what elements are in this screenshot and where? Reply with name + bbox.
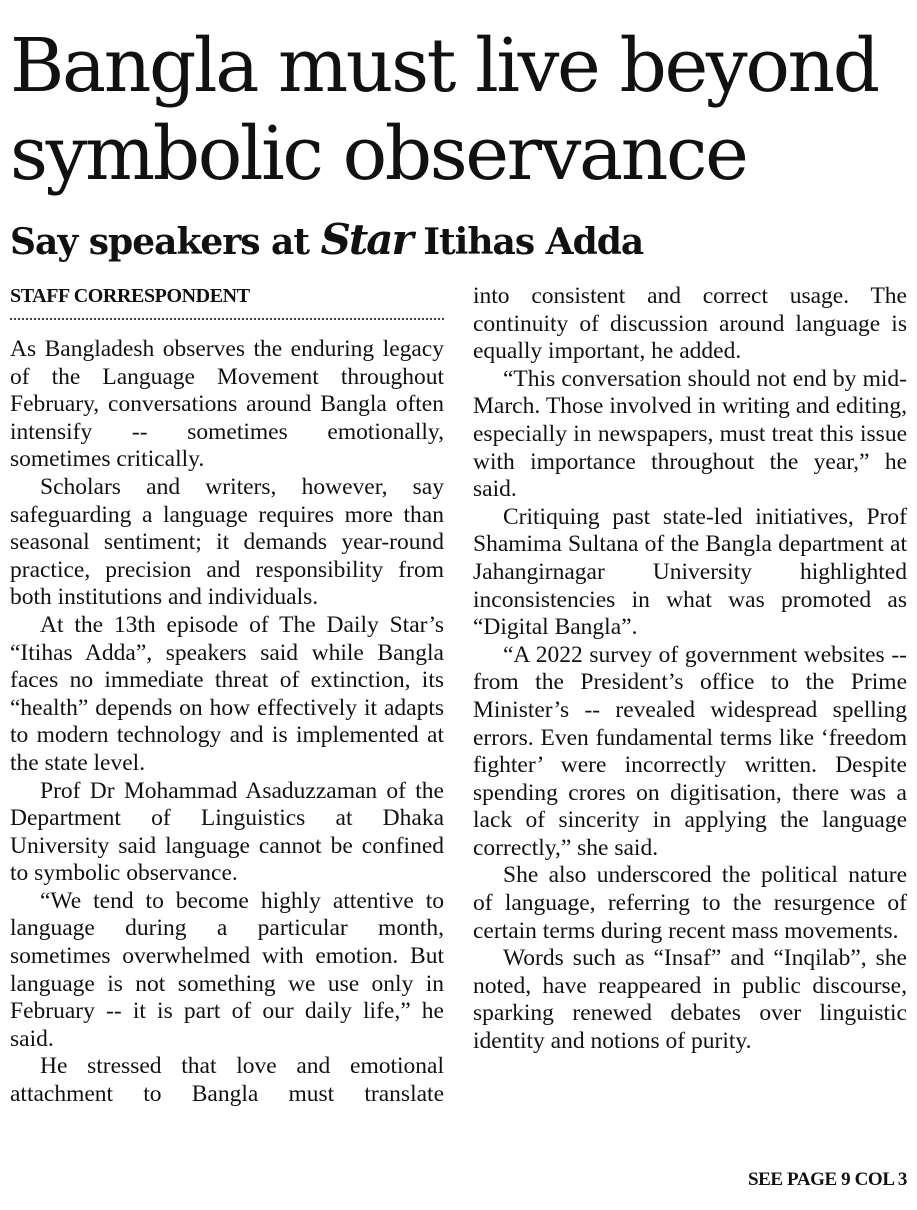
continuation-note: SEE PAGE 9 COL 3: [747, 1169, 907, 1190]
subheadline-event: Itihas Adda: [423, 221, 644, 263]
paragraph: She also underscored the political nature of language, referring to the resurgence of certain terms during recent mass movements.: [473, 862, 907, 944]
article-column-right: [473, 283, 907, 1056]
paragraph: Prof Dr Mohammad Asaduzzaman of the Department of Linguistics at Dhaka University said language cannot be confined to symbolic observance.: [10, 777, 444, 887]
paragraph: At the 13th episode of The Daily Star’s “Itihas Adda”, speakers said while Bangla faces no immediate threat of extinction, its “health” depends on how effectively it adapts to modern technology and is implemented at the state level.: [10, 611, 444, 776]
subheadline: [10, 214, 910, 268]
star-logo: Star: [320, 215, 412, 264]
paragraph: As Bangladesh observes the enduring legacy of the Language Movement throughout February, conversations around Bangla often intensify -- sometimes emotionally, sometimes critically.: [10, 336, 444, 473]
headline-line-1: Bangla must live beyond: [10, 23, 878, 109]
byline: STAFF CORRESPONDENT: [10, 284, 444, 320]
article-column-left: [10, 336, 444, 1109]
paragraph: Scholars and writers, however, say safeguarding a language requires more than seasonal sentiment; it demands year-round practice, precision and responsibility from both institutions and individuals.: [10, 473, 444, 611]
headline: [10, 22, 910, 198]
headline-line-2: symbolic observance: [10, 111, 747, 197]
paragraph: Words such as “Insaf” and “Inqilab”, she noted, have reappeared in public discourse, sparking renewed debates over linguistic identity and notions of purity.: [473, 945, 907, 1055]
subheadline-lead: Say speakers at: [10, 221, 310, 263]
paragraph: “This conversation should not end by mid-March. Those involved in writing and editing, especially in newspapers, must treat this issue with importance throughout the year,” he said.: [473, 365, 907, 503]
paragraph: He stressed that love and emotional attachment to Bangla must translate: [10, 1053, 444, 1108]
paragraph: “A 2022 survey of government websites -- from the President’s office to the Prime Minister’s -- revealed widespread spelling errors. Even fundamental terms like ‘freedom fighter’ were incorrectly written. Despite spending crores on digitisation, there was a lack of sincerity in applying the language correctly,” she said.: [473, 641, 907, 861]
paragraph: Critiquing past state-led initiatives, Prof Shamima Sultana of the Bangla department at Jahangirnagar University highlighted inconsistencies in what was promoted as “Digital Bangla”.: [473, 503, 907, 641]
paragraph: into consistent and correct usage. The continuity of discussion around language is equally important, he added.: [473, 283, 907, 365]
paragraph: “We tend to become highly attentive to language during a particular month, sometimes overwhelmed with emotion. But language is not something we use only in February -- it is part of our daily life,” he said.: [10, 887, 444, 1052]
